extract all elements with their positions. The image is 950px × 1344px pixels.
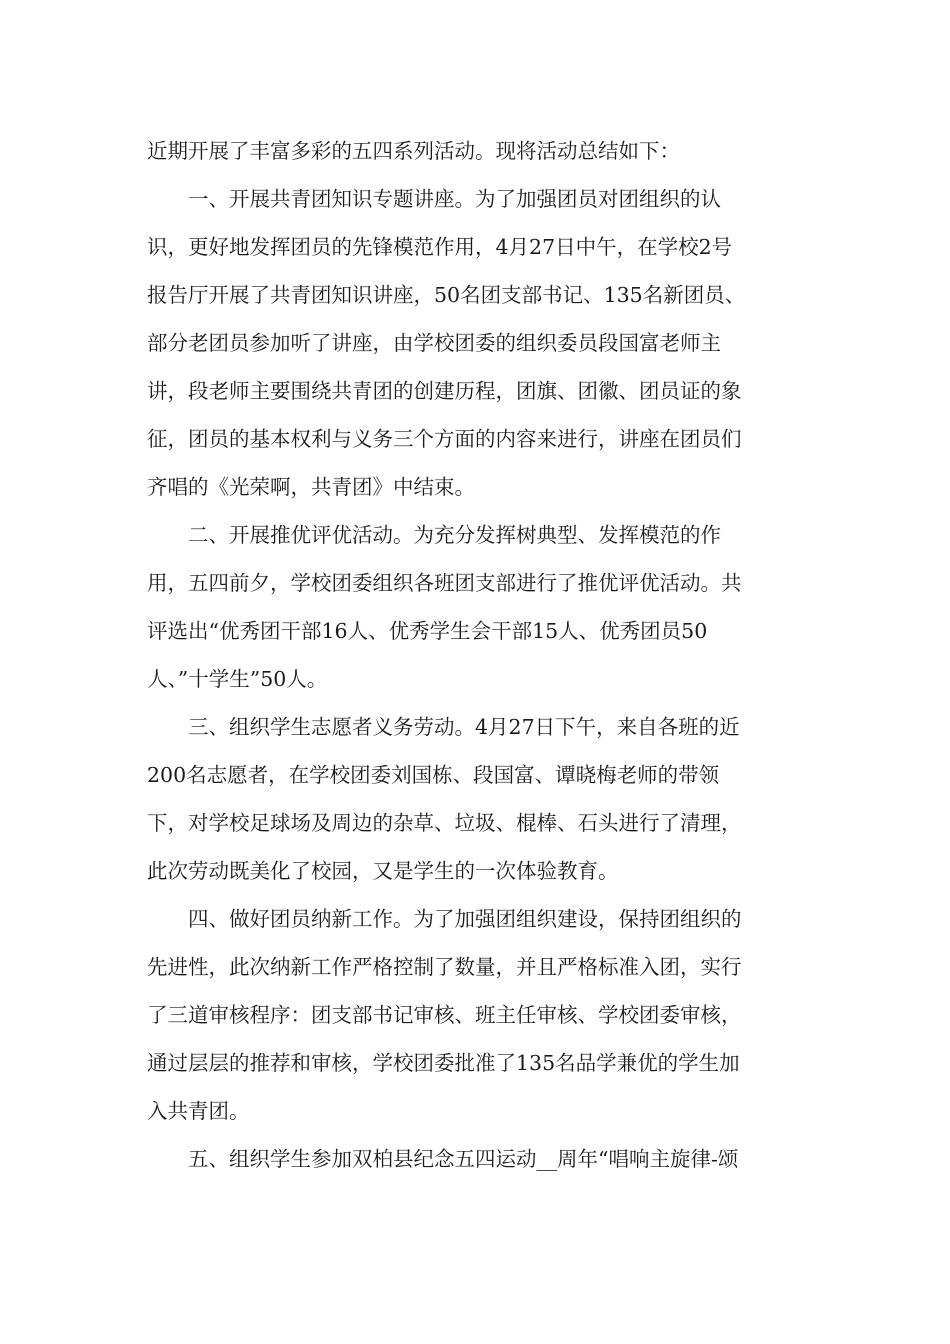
text-line: 此次劳动既美化了校园，又是学生的一次体验教育。 bbox=[147, 859, 619, 883]
text-line: 征，团员的基本权利与义务三个方面的内容来进行，讲座在团员们 bbox=[147, 427, 742, 451]
paragraph-5-start: 五、组织学生参加双柏县纪念五四运动__周年“唱响主旋律-颂 bbox=[188, 1147, 739, 1171]
text-line: 评选出“优秀团干部16人、优秀学生会干部15人、优秀团员50 bbox=[147, 619, 708, 643]
text-line: 用，五四前夕，学校团委组织各班团支部进行了推优评优活动。共 bbox=[147, 571, 742, 595]
text-line: 部分老团员参加听了讲座，由学校团委的组织委员段国富老师主 bbox=[147, 331, 721, 355]
text-line: 识，更好地发挥团员的先锋模范作用，4月27日中午，在学校2号 bbox=[147, 235, 733, 259]
text-line: 200名志愿者，在学校团委刘国栋、段国富、谭晓梅老师的带领 bbox=[147, 763, 720, 787]
paragraph-2-start: 二、开展推优评优活动。为充分发挥树典型、发挥模范的作 bbox=[188, 523, 721, 547]
text-line: 下，对学校足球场及周边的杂草、垃圾、棍棒、石头进行了清理， bbox=[147, 811, 742, 835]
text-line: 报告厅开展了共青团知识讲座，50名团支部书记、135名新团员、 bbox=[147, 283, 746, 307]
document-body bbox=[147, 127, 807, 1183]
paragraph-4-start: 四、做好团员纳新工作。为了加强团组织建设，保持团组织的 bbox=[188, 907, 742, 931]
text-line: 入共青团。 bbox=[147, 1099, 250, 1123]
paragraph-1-start: 一、开展共青团知识专题讲座。为了加强团员对团组织的认 bbox=[188, 187, 721, 211]
text-line: 了三道审核程序：团支部书记审核、班主任审核、学校团委审核， bbox=[147, 1003, 742, 1027]
paragraph-3-start: 三、组织学生志愿者义务劳动。4月27日下午，来自各班的近 bbox=[188, 715, 740, 739]
text-line: 齐唱的《光荣啊，共青团》中结束。 bbox=[147, 475, 475, 499]
text-line: 通过层层的推荐和审核，学校团委批准了135名品学兼优的学生加 bbox=[147, 1051, 740, 1075]
text-line: 讲，段老师主要围绕共青团的创建历程，团旗、团徽、团员证的象 bbox=[147, 379, 742, 403]
text-line: 先进性，此次纳新工作严格控制了数量，并且严格标准入团，实行 bbox=[147, 955, 742, 979]
text-line: 近期开展了丰富多彩的五四系列活动。现将活动总结如下： bbox=[147, 139, 680, 163]
text-line: 人、”十学生”50人。 bbox=[147, 667, 328, 691]
